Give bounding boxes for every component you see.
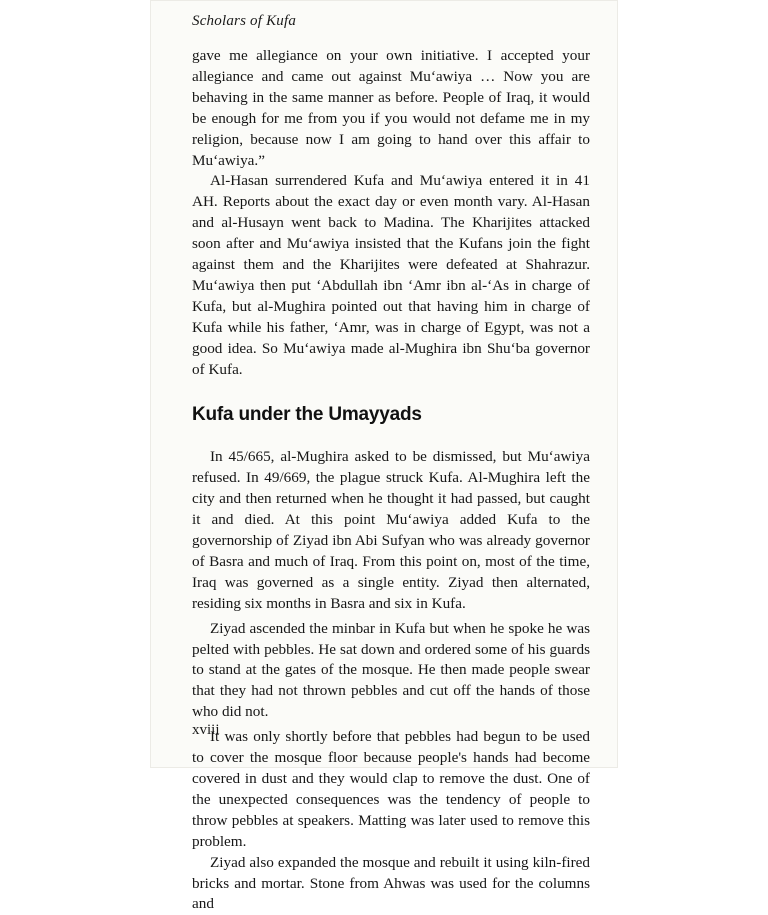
paragraph: Ziyad ascended the minbar in Kufa but when he spoke he was pelted with pebbles. He sat down and ordered some of his guards to stand at the gates of the mosque. He then made people swear that they had not thrown pebbles and cut off the hands of those who did not. xyxy=(192,619,590,721)
page-number: xviii xyxy=(192,722,220,738)
paragraph: Ziyad also expanded the mosque and rebuilt it using kiln-fired bricks and mortar. Stone from Ahwas was used for the columns and xyxy=(192,853,590,913)
body-text xyxy=(192,46,590,915)
book-page xyxy=(150,0,618,913)
paragraph: In 45/665, al-Mughira asked to be dismissed, but Mu‘awiya refused. In 49/669, the plague struck Kufa. Al-Mughira left the city and then returned when he thought it had passed, but caught it and died. At this point Mu‘awiya added Kufa to the governorship of Ziyad ibn Abi Sufyan who was already governor of Basra and much of Iraq. From this point on, most of the time, Iraq was governed as a single entity. Ziyad then alternated, residing six months in Basra and six in Kufa. xyxy=(192,448,590,612)
paragraph: Al-Hasan surrendered Kufa and Mu‘awiya entered it in 41 AH. Reports about the exact day or even month vary. Al-Hasan and al-Husayn went back to Madina. The Kharijites attacked soon after and Mu‘awiya insisted that the Kufans join the fight against them and the Kharijites were defeated at Shahrazur. Mu‘awiya then put ‘Abdullah ibn ‘Amr ibn al-‘As in charge of Kufa, but al-Mughira pointed out that having him in charge of Kufa while his father, ‘Amr, was in charge of Egypt, was not a good idea. So Mu‘awiya made al-Mughira ibn Shu‘ba governor of Kufa. xyxy=(192,172,590,378)
paragraph: gave me allegiance on your own initiative. I accepted your allegiance and came out against Mu‘awiya … Now you are behaving in the same manner as before. People of Iraq, it would be enough for me from you if you would not defame me in my religion, because now I am going to hand over this affair to Mu‘awiya.” xyxy=(192,47,590,169)
paragraph: It was only shortly before that pebbles had begun to be used to cover the mosque floor because people's hands had become covered in dust and they would clap to remove the dust. One of the unexpected consequences was the tendency of people to throw pebbles at speakers. Matting was later used to remove this problem. xyxy=(192,728,590,850)
section-heading: Kufa under the Umayyads xyxy=(192,403,422,425)
running-head: Scholars of Kufa xyxy=(192,13,297,29)
